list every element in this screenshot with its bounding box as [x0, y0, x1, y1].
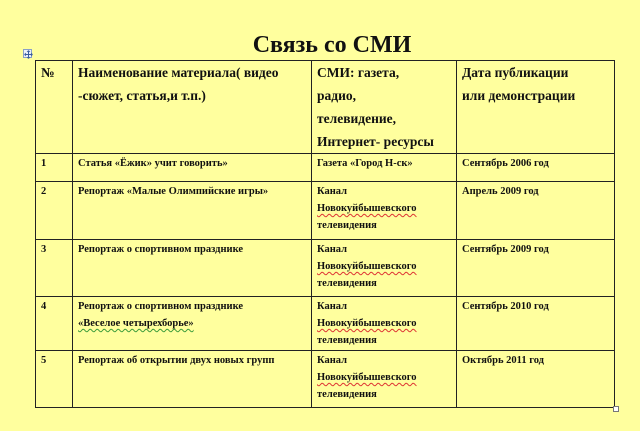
table-row: [36, 297, 615, 351]
cell-date: Сентябрь 2009 год: [457, 240, 615, 297]
header-name-line2: -сюжет, статья,и т.п.): [78, 88, 206, 103]
cell-media: Газета «Город Н-ск»: [312, 154, 457, 182]
cell-media: Канал Новокуйбышевского телевидения: [312, 240, 457, 297]
cell-material-name: Репортаж о спортивном празднике: [73, 240, 312, 297]
cell-num: 1: [36, 154, 73, 182]
cell-material-name: Репортаж о спортивном празднике «Веселое четырехборье»: [73, 297, 312, 351]
header-num: №: [36, 61, 73, 154]
cell-num: 4: [36, 297, 73, 351]
cell-media: Канал Новокуйбышевского телевидения: [312, 182, 457, 240]
cell-material-name: Репортаж «Малые Олимпийские игры»: [73, 182, 312, 240]
table-row: [36, 182, 615, 240]
cell-date: Октябрь 2011 год: [457, 351, 615, 408]
table-row: [36, 240, 615, 297]
cell-num: 3: [36, 240, 73, 297]
header-media: СМИ: газета, радио, телевидение, Интернет- ресурсы: [312, 61, 457, 154]
cell-media: Канал Новокуйбышевского телевидения: [312, 351, 457, 408]
header-name-line1: Наименование материала( видео: [78, 65, 279, 80]
media-relations-table: [35, 60, 615, 408]
header-material-name: [73, 61, 312, 154]
table-resize-icon[interactable]: [613, 406, 619, 412]
table-row: [36, 351, 615, 408]
table-row: [36, 154, 615, 182]
document-title: Связь со СМИ: [252, 32, 412, 58]
cell-material-name: Репортаж об открытии двух новых групп: [73, 351, 312, 408]
cell-num: 2: [36, 182, 73, 240]
cell-material-name: Статья «Ёжик» учит говорить»: [73, 154, 312, 182]
cell-date: Сентябрь 2006 год: [457, 154, 615, 182]
cell-media: Канал Новокуйбышевского телевидения: [312, 297, 457, 351]
cell-date: Апрель 2009 год: [457, 182, 615, 240]
table-header-row: [36, 61, 615, 154]
table-move-icon[interactable]: [23, 49, 32, 58]
cell-date: Сентябрь 2010 год: [457, 297, 615, 351]
cell-num: 5: [36, 351, 73, 408]
header-date: Дата публикации или демонстрации: [457, 61, 615, 154]
